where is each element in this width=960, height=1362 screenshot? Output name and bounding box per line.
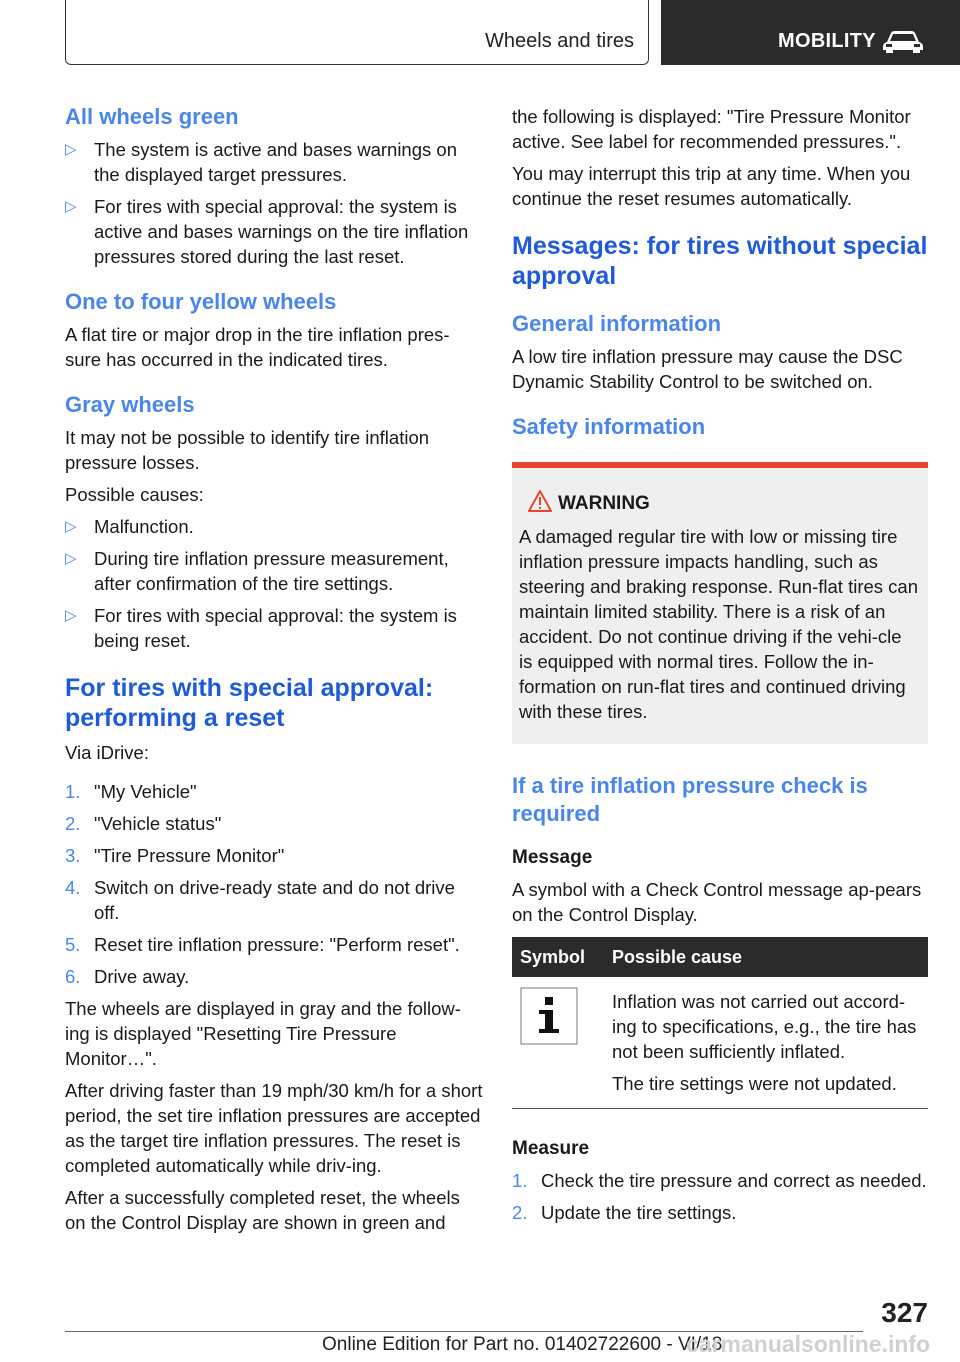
heading-message: Message	[512, 847, 593, 868]
right-column	[512, 104, 928, 1225]
paragraph: You may interrupt this trip at any time. When you continue the reset resumes automatically.	[512, 163, 911, 209]
list-item: 6. Drive away.	[65, 966, 190, 987]
warning-title: WARNING	[519, 492, 920, 516]
left-column	[65, 100, 483, 1235]
footer-edition: Online Edition for Part no. 01402722600 - VI/18	[322, 1334, 723, 1355]
paragraph: After a successfully completed reset, the wheels on the Control Display are shown in green and	[65, 1187, 460, 1233]
list-item: 2. "Vehicle status"	[65, 813, 222, 834]
list-item: ▷ Malfunction.	[65, 516, 194, 537]
warning-text: A damaged regular tire with low or missing tire inflation pressure impacts handling, such as steering and braking response. Run-flat tires can maintain limited stability. There is a risk of an accident. Do not continue driving if the vehi‐cle is equipped with normal tires. Follow the in‐formation on run-flat tires and continued driving with these tires.	[519, 526, 918, 722]
triangle-bullet-icon: ▷	[65, 607, 77, 624]
list-item: ▷ During tire inflation pressure measurement, after confirmation of the tire settings.	[65, 548, 449, 594]
list-item: ▷ For tires with special approval: the system is being reset.	[65, 605, 457, 651]
paragraph: A symbol with a Check Control message ap‐pears on the Control Display.	[512, 879, 922, 925]
cause-text: Inflation was not carried out accord‐ing to specifications, e.g., the tire has not been sufficiently inflated.	[612, 991, 917, 1062]
warning-box	[512, 462, 928, 744]
paragraph: A flat tire or major drop in the tire inflation pres‐sure has occurred in the indicated tires.	[65, 324, 450, 370]
triangle-bullet-icon: ▷	[65, 550, 77, 567]
list-item: 1. "My Vehicle"	[65, 781, 197, 802]
triangle-bullet-icon: ▷	[65, 518, 77, 535]
header-section-tab	[65, 0, 649, 65]
list-item: 2. Update the tire settings.	[512, 1202, 737, 1223]
heading-measure: Measure	[512, 1138, 590, 1159]
heading-safety-information: Safety information	[512, 414, 706, 439]
heading-gray-wheels: Gray wheels	[65, 392, 195, 417]
section-title: Wheels and tires	[485, 30, 634, 52]
car-icon	[881, 28, 925, 54]
list-item: 1. Check the tire pressure and correct as needed.	[512, 1170, 927, 1191]
paragraph: After driving faster than 19 mph/30 km/h for a short period, the set tire inflation pressures are accepted as the target tire inflation pressures. The reset is completed automatically while driv‐ing.	[65, 1080, 483, 1176]
triangle-bullet-icon: ▷	[65, 141, 77, 158]
table-header-row	[512, 937, 928, 977]
paragraph: A low tire inflation pressure may cause the DSC Dynamic Stability Control to be switched on.	[512, 346, 903, 392]
list-item: 5. Reset tire inflation pressure: "Perform reset".	[65, 934, 460, 955]
list-item: ▷ The system is active and bases warnings on the displayed target pressures.	[65, 139, 457, 185]
paragraph: The wheels are displayed in gray and the follow‐ing is displayed "Resetting Tire Pressure Monitor…".	[65, 998, 461, 1069]
chapter-title: MOBILITY	[778, 30, 876, 52]
paragraph: the following is displayed: "Tire Pressure Monitor active. See label for recommended pressures.".	[512, 106, 911, 152]
table-row	[512, 977, 928, 1109]
paragraph: Via iDrive:	[65, 742, 149, 763]
symbol-table	[512, 937, 928, 1109]
info-icon	[520, 987, 578, 1045]
heading-messages: Messages: for tires without special approval	[512, 232, 928, 290]
heading-pressure-check: If a tire inflation pressure check is required	[512, 773, 868, 826]
list-item: 3. "Tire Pressure Monitor"	[65, 845, 285, 866]
list-item: ▷ For tires with special approval: the system is active and bases warnings on the tire inflation pressures stored during the last reset.	[65, 196, 469, 267]
column-header-cause: Possible cause	[604, 937, 928, 977]
warning-triangle-icon	[527, 489, 553, 513]
heading-general-information: General information	[512, 311, 722, 336]
column-header-symbol: Symbol	[512, 937, 604, 977]
watermark: carmanualsonline.info	[686, 1331, 931, 1357]
cause-text: The tire settings were not updated.	[612, 1073, 897, 1094]
page-number: 327	[881, 1297, 928, 1328]
heading-yellow-wheels: One to four yellow wheels	[65, 289, 337, 314]
heading-all-wheels-green: All wheels green	[65, 104, 239, 129]
heading-performing-reset: For tires with special approval: performing a reset	[65, 674, 434, 732]
paragraph: It may not be possible to identify tire inflation pressure losses.	[65, 427, 430, 473]
paragraph: Possible causes:	[65, 484, 204, 505]
triangle-bullet-icon: ▷	[65, 198, 77, 215]
list-item: 4. Switch on drive-ready state and do not drive off.	[65, 877, 455, 923]
